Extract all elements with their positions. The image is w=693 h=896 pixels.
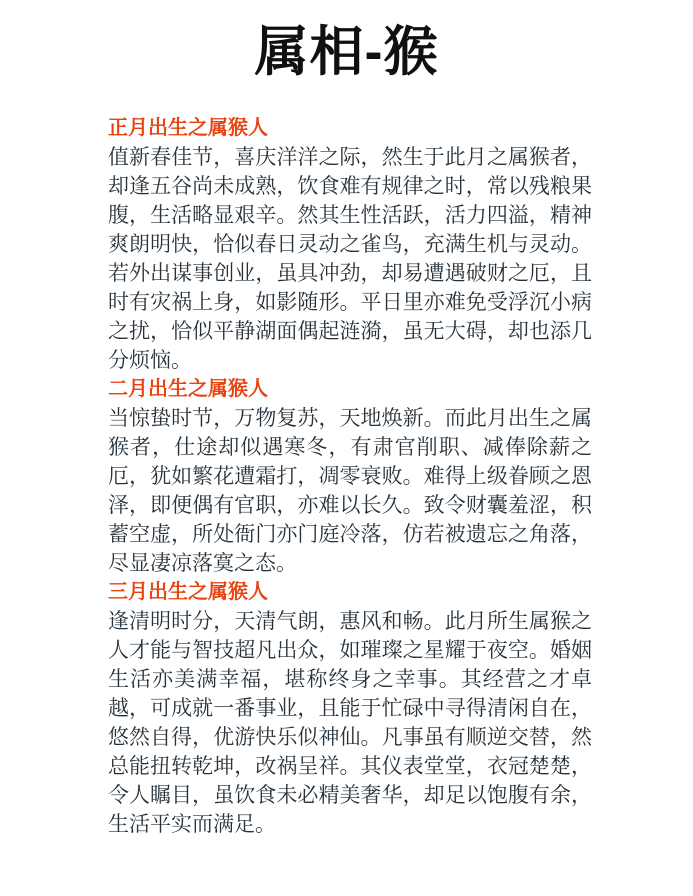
- section-heading-month-1: 正月出生之属猴人: [108, 117, 268, 139]
- section-heading-month-2: 二月出生之属猴人: [108, 378, 268, 400]
- section-month-3: [108, 578, 592, 839]
- section-month-1: [108, 114, 592, 375]
- section-heading-month-3: 三月出生之属猴人: [108, 581, 268, 603]
- section-month-2: [108, 375, 592, 578]
- section-body-month-3: 逢清明时分，天清气朗，惠风和畅。此月所生属猴之人才能与智技超凡出众，如璀璨之星耀于夜空。婚姻生活亦美满幸福，堪称终身之幸事。其经营之才卓越，可成就一番事业，且能于忙碌中寻得清闲自在，悠然自得，优游快乐似神仙。凡事虽有顺逆交替，然总能扭转乾坤，改祸呈祥。其仪表堂堂，衣冠楚楚，令人瞩目，虽饮食未必精美奢华，却足以饱腹有余，生活平实而满足。: [108, 610, 592, 836]
- document-content: [108, 114, 592, 839]
- page-title: 属相-猴: [254, 22, 439, 82]
- section-body-month-2: 当惊蛰时节，万物复苏，天地焕新。而此月出生之属猴者，仕途却似遇寒冬，有肃官削职、减俸除薪之厄，犹如繁花遭霜打，凋零衰败。难得上级眷顾之恩泽，即便偶有官职，亦难以长久。致令财囊羞涩，积蓄空虚，所处衙门亦门庭冷落，仿若被遗忘之角落，尽显凄凉落寞之态。: [108, 407, 592, 575]
- section-body-month-1: 值新春佳节，喜庆洋洋之际，然生于此月之属猴者，却逢五谷尚未成熟，饮食难有规律之时，常以残粮果腹，生活略显艰辛。然其生性活跃，活力四溢，精神爽朗明快，恰似春日灵动之雀鸟，充满生机与灵动。若外出谋事创业，虽具冲劲，却易遭遇破财之厄，且时有灾祸上身，如影随形。平日里亦难免受浮沉小病之扰，恰似平静湖面偶起涟漪，虽无大碍，却也添几分烦恼。: [108, 146, 592, 372]
